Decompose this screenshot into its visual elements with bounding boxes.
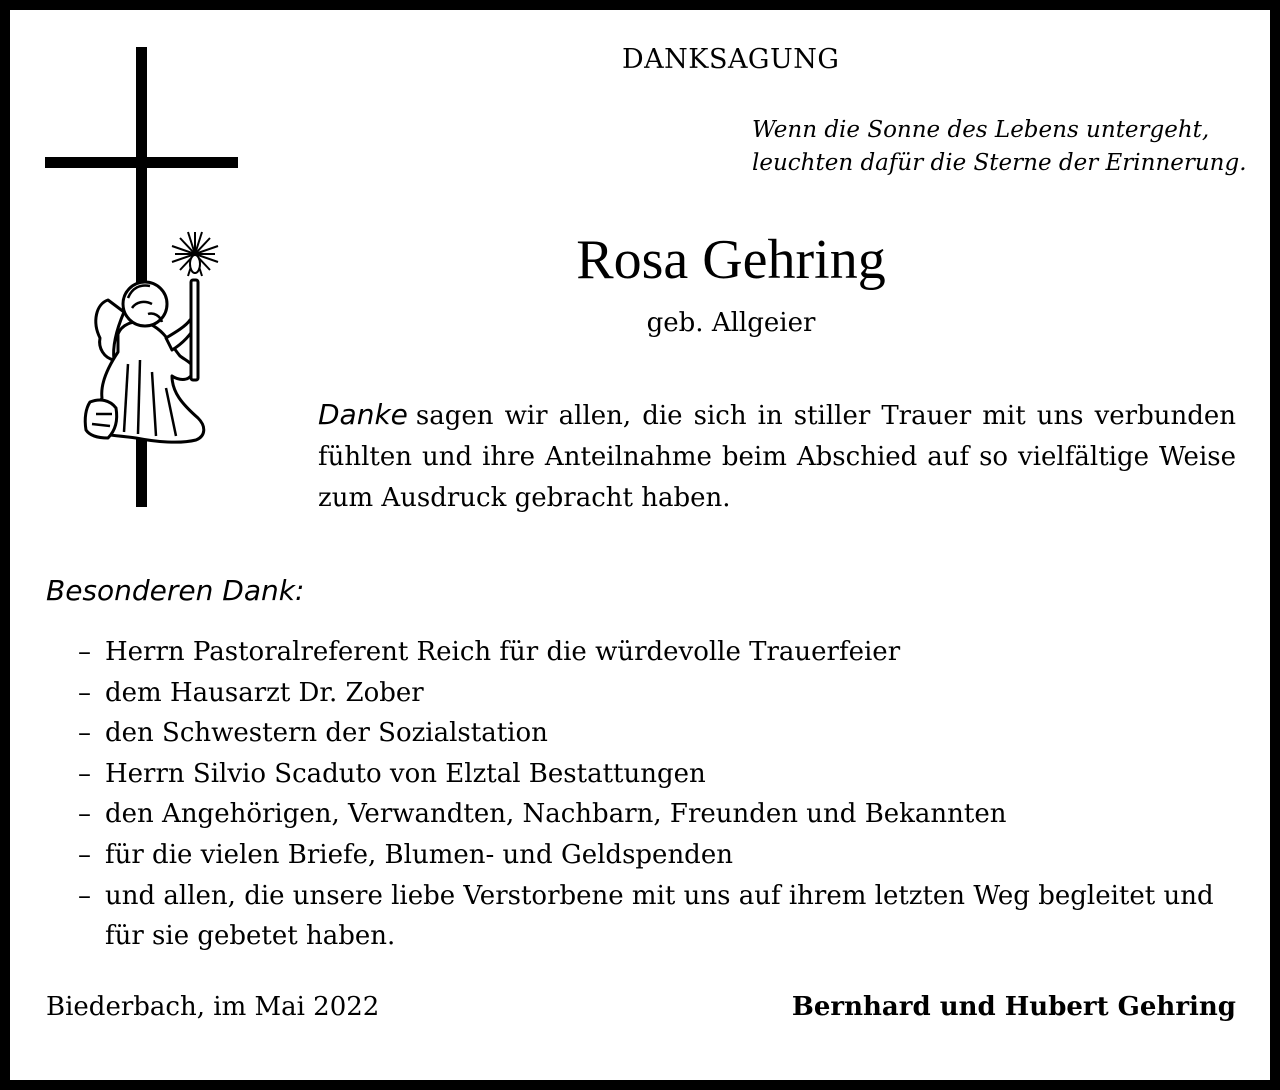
- list-item-text: und allen, die unsere liebe Verstorbene mit uns auf ihrem letzten Weg begleitet und für sie gebetet haben.: [105, 880, 1214, 952]
- list-item: [78, 754, 1238, 795]
- list-item: [78, 794, 1238, 835]
- list-item: [78, 876, 1238, 957]
- praying-angel-icon: [85, 280, 204, 442]
- list-dash: –: [78, 637, 91, 667]
- list-item-text: den Schwestern der Sozialstation: [105, 718, 548, 749]
- motto-line-1: Wenn die Sonne des Lebens untergeht,: [752, 117, 1210, 143]
- list-dash: –: [78, 799, 91, 830]
- list-item-text: dem Hausarzt Dr. Zober: [105, 677, 424, 708]
- thanks-lead-word: Danke: [318, 398, 408, 431]
- maiden-name: geb. Allgeier: [646, 308, 816, 338]
- list-dash: –: [78, 718, 91, 749]
- list-item-text: Herrn Pastoralreferent Reich für die würdevolle Trauerfeier: [105, 637, 901, 667]
- thanks-text: sagen wir allen, die sich in stiller Trauer mit uns verbunden fühlten und ihre Anteilnahme beim Abschied auf so vielfältige Weise zum Ausdruck gebracht haben.: [318, 401, 1236, 513]
- list-item: [78, 632, 1238, 673]
- deceased-name: Rosa Gehring: [576, 229, 886, 291]
- list-item-text: Herrn Silvio Scaduto von Elztal Bestattungen: [105, 758, 706, 789]
- list-item: [78, 673, 1238, 714]
- list-dash: –: [78, 758, 91, 789]
- signature-names: Bernhard und Hubert Gehring: [791, 992, 1236, 1022]
- special-thanks-heading: Besonderen Dank:: [46, 574, 305, 607]
- list-dash: –: [78, 880, 91, 911]
- place-and-date: Biederbach, im Mai 2022: [46, 992, 380, 1022]
- list-dash: –: [78, 839, 91, 870]
- special-thanks-list: [78, 632, 1238, 957]
- list-item-text: für die vielen Briefe, Blumen- und Geldspenden: [105, 839, 733, 870]
- list-item: [78, 713, 1238, 754]
- list-dash: –: [78, 677, 91, 708]
- list-item: [78, 835, 1238, 876]
- list-item-text: den Angehörigen, Verwandten, Nachbarn, Freunden und Bekannten: [105, 799, 1007, 830]
- motto-line-2: leuchten dafür die Sterne der Erinnerung.: [752, 150, 1247, 176]
- motto-quote: [752, 114, 1247, 180]
- thanks-paragraph: [318, 394, 1236, 519]
- notice-heading: DANKSAGUNG: [622, 44, 840, 75]
- cross-horizontal-beam: [45, 157, 238, 168]
